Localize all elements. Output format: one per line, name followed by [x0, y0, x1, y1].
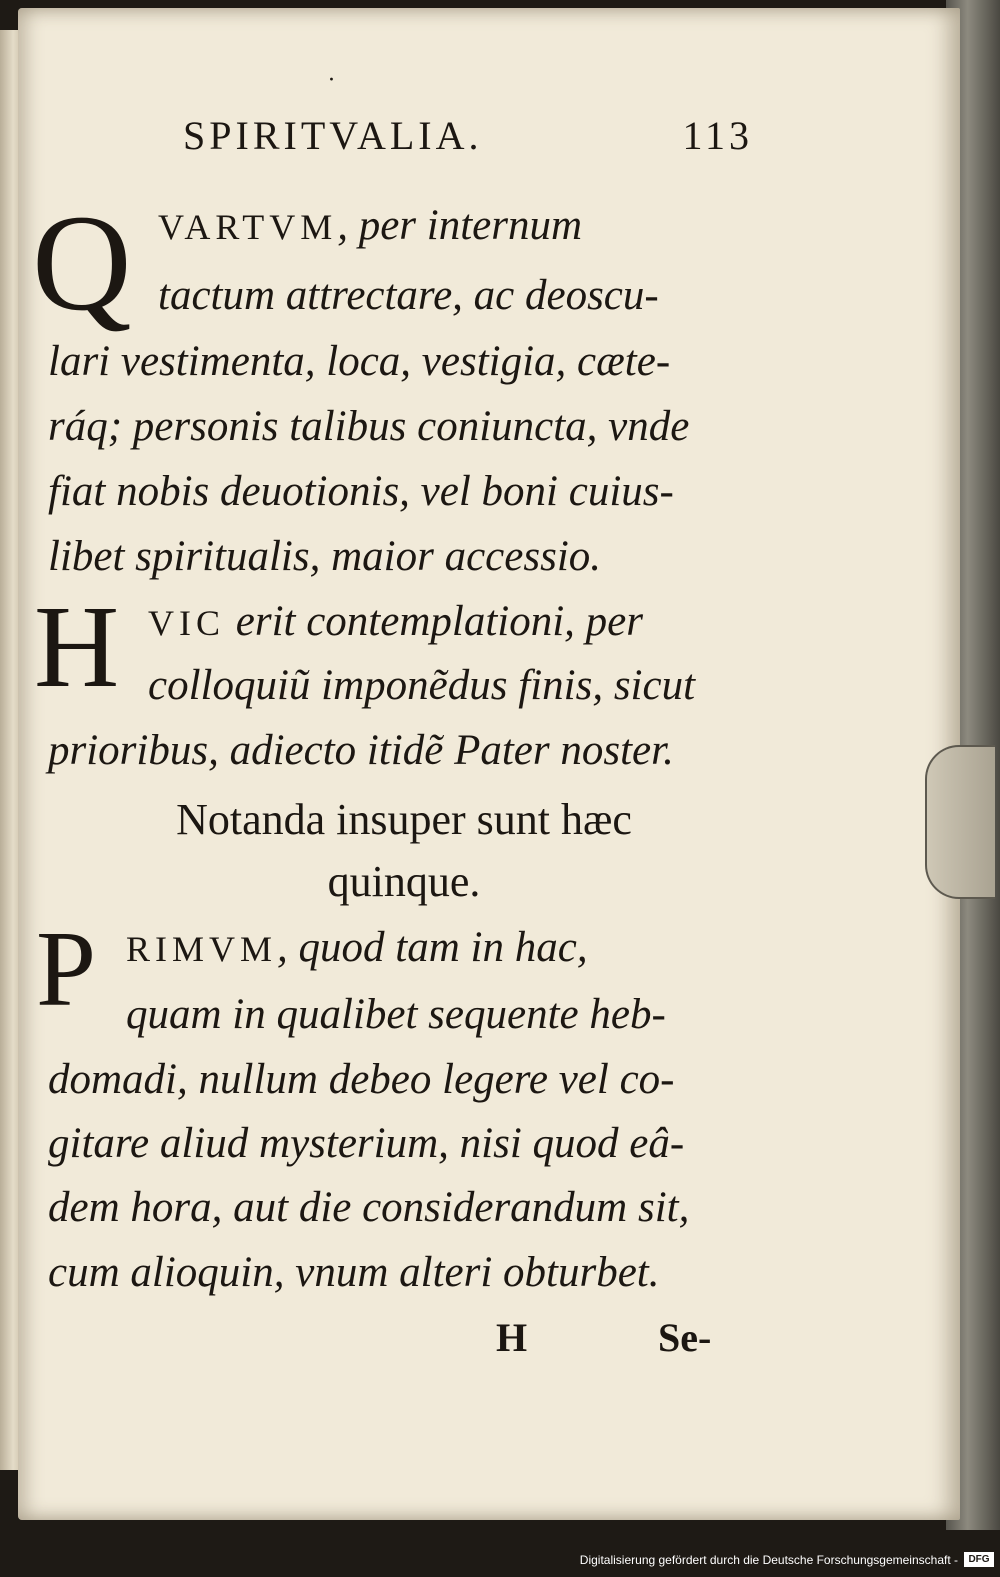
line-text: dem hora, aut die considerandum sit,	[48, 1184, 690, 1231]
text-line	[126, 993, 758, 1036]
line-text: , per internum	[337, 202, 583, 249]
small-caps-word: RIMVM	[126, 929, 278, 969]
running-head-title: SPIRITVALIA.	[183, 113, 483, 158]
text-line	[48, 729, 760, 772]
line-text: colloquiũ imponẽdus finis, sicut	[148, 662, 696, 709]
dropcap-p: P	[36, 910, 97, 1029]
catchword: Se-	[658, 1315, 712, 1360]
text-line	[158, 274, 758, 317]
text-line	[48, 405, 760, 448]
signature-mark: H	[496, 1315, 528, 1360]
page-number: 113	[682, 113, 753, 158]
line-text: quam in qualibet sequente heb-	[126, 991, 666, 1038]
dropcap-h: H	[34, 581, 120, 712]
line-text: lari vestimenta, loca, vestigia, cæte-	[48, 338, 671, 385]
line-text: , quod tam in hac,	[277, 924, 588, 971]
running-head	[183, 112, 753, 159]
book-page	[18, 8, 960, 1520]
book-clasp	[925, 745, 995, 899]
small-caps-word: VIC	[148, 603, 225, 643]
text-line	[48, 1251, 760, 1294]
text-line	[158, 204, 758, 247]
line-text: domadi, nullum debeo legere vel co-	[48, 1056, 675, 1103]
text-line	[48, 1058, 760, 1101]
text-line	[48, 535, 760, 578]
text-line	[48, 1122, 760, 1165]
line-text: libet spiritualis, maior accessio.	[48, 533, 602, 580]
top-mark: ·	[328, 68, 335, 93]
text-line	[48, 1186, 760, 1229]
line-text: cum alioquin, vnum alteri obturbet.	[48, 1249, 660, 1296]
line-text: fiat nobis deuotionis, vel boni cuius-	[48, 468, 674, 515]
text-line	[48, 470, 760, 513]
text-line	[126, 926, 758, 969]
section-heading-line1: Notanda insuper sunt hæc	[176, 795, 632, 844]
dfg-logo: DFG	[964, 1552, 994, 1567]
line-text: gitare aliud mysterium, nisi quod eâ-	[48, 1120, 685, 1167]
section-heading-line2: quinque.	[327, 857, 481, 906]
line-text: erit contemplationi, per	[225, 598, 643, 645]
line-text: prioribus, adiecto itidẽ Pater noster.	[48, 727, 674, 774]
digitization-credit: Digitalisierung gefördert durch die Deutsche Forschungsgemeinschaft -	[579, 1553, 958, 1567]
text-line	[48, 340, 760, 383]
small-caps-word: VARTVM	[158, 207, 338, 247]
dropcap-q: Q	[32, 186, 132, 339]
text-line	[148, 600, 758, 643]
line-text: tactum attrectare, ac deoscu-	[158, 272, 659, 319]
line-text: ráq; personis talibus coniuncta, vnde	[48, 403, 690, 450]
text-line	[148, 664, 758, 707]
